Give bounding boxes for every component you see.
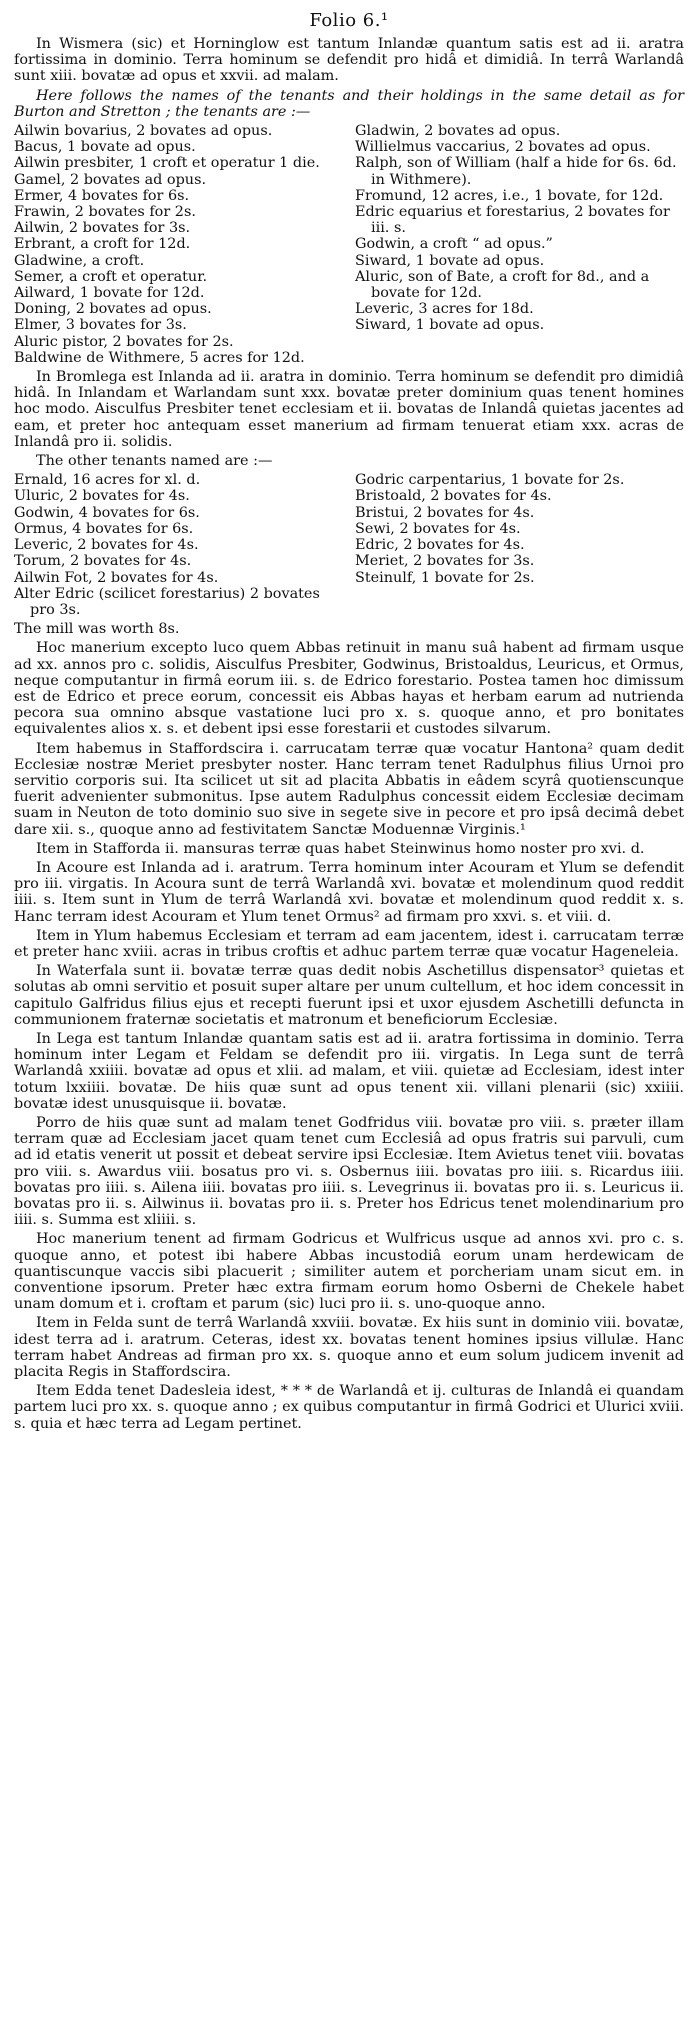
tenant-entry: Godwin, 4 bovates for 6s. <box>14 504 200 521</box>
tenant-entry: Ailwin Fot, 2 bovates for 4s. <box>14 569 219 586</box>
tenant-entry: Gamel, 2 bovates ad opus. <box>14 171 207 188</box>
tenant-entry: Bacus, 1 bovate ad opus. <box>14 139 196 156</box>
tenant-entry: Gladwin, 2 bovates ad opus. <box>355 123 561 140</box>
paragraph-acoure: In Acoure est Inlanda ad i. aratrum. Terra hominum inter Acouram et Ylum se defendit pro iii. virgatis. In Acoura sunt de terrâ Warlandâ xvi. bovatæ et molendinum quod reddit iiii. s. Item sunt in Ylum de terrâ Warlandâ xvi. bovatæ et molendinum quod reddit x. s. Hanc terram idest Acouram et Ylum tenet Ormus² ad firmam pro xxvi. s. et viii. d. <box>14 859 684 925</box>
paragraph-stafforda: Item in Stafforda ii. mansuras terræ quas habet Steinwinus homo noster pro xvi. d. <box>36 840 645 857</box>
tenant-entry: Gladwine, a croft. <box>14 252 145 269</box>
tenant-entry: Ormus, 4 bovates for 6s. <box>14 520 194 537</box>
paragraph-bromlega: In Bromlega est Inlanda ad ii. aratra in dominio. Terra hominum se defendit pro dimidiâ hidâ. In Inlandam et Warlandam sunt xxx. bovatæ preter dominium quas tenent homines hoc modo. Aisculfus Presbiter tenet ecclesiam et ii. bovatas de Inlandâ quietas jacentes ad eam, et preter hoc antequam esset manerium ad firmam tenuerat etiam xxx. acras de Inlandâ pro ii. solidis. <box>14 369 684 450</box>
tenant-entry: Godric carpentarius, 1 bovate for 2s. <box>355 472 625 489</box>
tenant-entry: Ermer, 4 bovates for 6s. <box>14 187 190 204</box>
paragraph-lega-malam: Porro de hiis quæ sunt ad malam tenet Godfridus viii. bovatæ pro viii. s. præter illam terram quæ ad Ecclesiam jacet quam tenet cum Ecclesiâ ad opus fratris sui parvuli, cum ad id etatis venerit ut possit et debeat servire ipsi Ecclesiæ. Item Avietus tenet viii. bovatas pro viii. s. Awardus viii. bosatus pro vi. s. Osbernus iiii. bovatas pro iiii. s. Ricardus iiii. bovatas pro iiii. s. Ailena iiii. bovatas pro iiii. s. Levegrinus ii. bovatas pro ii. s. Leuricus ii. bovatas pro ii. s. Ailwinus ii. bovatas pro ii. s. Preter hos Edricus tenet molendinarium pro iiii. s. Summa est xliiii. s. <box>14 1115 684 1229</box>
tenant-entry: Alter Edric (scilicet forestarius) 2 bovates pro 3s. <box>14 585 320 618</box>
tenant-entry: Uluric, 2 bovates for 4s. <box>14 488 190 505</box>
tenant-entry: Ailward, 1 bovate for 12d. <box>14 285 205 302</box>
tenant-entry: Leveric, 2 bovates for 4s. <box>14 537 199 554</box>
paragraph-wismera: In Wismera (sic) et Horninglow est tantum Inlandæ quantum satis est ad ii. aratra fortissima in dominio. Terra hominum se defendit pro hidâ et dimidiâ. In terrâ Warlandâ sunt xiii. bovatæ ad opus et xxvii. ad malam. <box>14 36 684 85</box>
paragraph-farm-lease: Hoc manerium excepto luco quem Abbas retinuit in manu suâ habent ad firmam usque ad xx. annos pro c. solidis, Aisculfus Presbiter, Godwinus, Bristoaldus, Leuricus, et Ormus, neque computantur in firmâ eorum iii. s. de Edrico forestario. Postea tamen hoc dimissum est de Edrico et prece eorum, concessit eis Abbas hayas et herbam earum ad nutrienda pecora sua omnino absque vastatione luci pro x. s. quoque anno, et pro bonitates equivalentes alios x. s. et debent ipsi esse forestarii et custodes silvarum. <box>14 640 684 738</box>
paragraph-hantona: Item habemus in Staffordscira i. carrucatam terræ quæ vocatur Hantona² quam dedit Ecclesiæ nostræ Meriet presbyter noster. Hanc terram tenet Radulphus filius Urnoi pro servitio corporis sui. Ita scilicet ut sit ad placita Abbatis in eâdem scyrâ quotienscunque fuerit advenienter submonitus. Ipse autem Radulphus concessit eidem Ecclesiæ decimam suam in Neuton de toto dominio suo sive in segete sive in pecore et pro ipsâ decimâ debet dare xii. s., quoque anno ad festivitatem Sanctæ Moduennæ Virginis.¹ <box>14 740 684 838</box>
tenant-entry: Aluric, son of Bate, a croft for 8d., and a bovate for 12d. <box>355 268 650 302</box>
tenant-entry: Leveric, 3 acres for 18d. <box>355 301 534 318</box>
tenant-list-intro: The other tenants named are :— <box>36 453 273 470</box>
paragraph-lega: In Lega est tantum Inlandæ quantam satis est ad ii. aratra fortissima in dominio. Terra hominum inter Legam et Feldam se defendit pro iii. virgatis. In Lega sunt de terrâ Warlandâ xxiiii. bovatæ ad opus et xlii. ad malam, et viii. quietæ ad Ecclesiam, idest inter totum lxxiiii. bovatæ. De hiis quæ sunt ad opus tenent xii. villani plenarii (sic) xxiiii. bovatæ idest unusquisque ii. bovatæ. <box>14 1030 684 1112</box>
tenant-entry: Baldwine de Withmere, 5 acres for 12d. <box>14 349 305 366</box>
tenant-entry: Bristui, 2 bovates for 4s. <box>355 504 535 521</box>
tenant-entry: Meriet, 2 bovates for 3s. <box>355 553 535 570</box>
tenant-entry: Willielmus vaccarius, 2 bovates ad opus. <box>355 139 651 156</box>
editorial-note: Here follows the names of the tenants and their holdings in the same detail as for Burton and Stretton ; the tenants are :— <box>14 87 684 120</box>
tenant-entry: Edric equarius et forestarius, 2 bovates for iii. s. <box>355 204 670 237</box>
tenant-list-right-column <box>355 123 684 366</box>
paragraph-ylum: Item in Ylum habemus Ecclesiam et terram ad eam jacentem, idest i. carrucatam terræ et preter hanc xviii. acras in tribus croftis et adhuc partem terræ quæ vocatur Hageneleia. <box>14 927 684 960</box>
tenant-entry: Ailwin bovarius, 2 bovates ad opus. <box>14 123 273 140</box>
tenant-entry: Doning, 2 bovates ad opus. <box>14 301 212 318</box>
tenant-list-left-column <box>14 472 343 618</box>
tenant-list-left-column <box>14 123 343 366</box>
tenant-list-right-column <box>355 472 684 618</box>
tenant-entry: Erbrant, a croft for 12d. <box>14 236 191 253</box>
tenant-entry: Elmer, 3 bovates for 3s. <box>14 317 187 334</box>
tenant-entry: Torum, 2 bovates for 4s. <box>14 553 192 570</box>
tenant-entry: Ernald, 16 acres for xl. d. <box>14 472 201 489</box>
tenant-entry: Siward, 1 bovate ad opus. <box>355 252 545 269</box>
tenant-entry: Godwin, a croft “ ad opus.” <box>355 236 553 253</box>
paragraph-felda: Item in Felda sunt de terrâ Warlandâ xxviii. bovatæ. Ex hiis sunt in dominio viii. bovatæ, idest terra ad i. aratrum. Ceteras, idest xx. bovatas tenent homines ipsius villulæ. Hanc terram habet Andreas ad firman pro xx. s. quoque anno et eum solum judicem invenit ad placita Regis in Staffordscira. <box>14 1315 684 1381</box>
mill-note: The mill was worth 8s. <box>14 621 180 638</box>
tenant-entry: Bristoald, 2 bovates for 4s. <box>355 488 552 505</box>
tenant-list-bromlega <box>14 472 684 618</box>
tenant-entry: Sewi, 2 bovates for 4s. <box>355 520 521 537</box>
paragraph-lega-farm: Hoc manerium tenent ad firmam Godricus et Wulfricus usque ad annos xvi. pro c. s. quoque anno, et potest ibi habere Abbas incustodiâ eorum unam herdewicam de quantiscunque vaccis sibi placuerit ; similiter autem et porcheriam unam sicut em. in conventione ipsorum. Preter hæc extra firmam eorum homo Osberni de Chekele habet unam domum et i. croftam et parum (sic) luci pro ii. s. uno-quoque anno. <box>14 1231 684 1313</box>
paragraph-dadesleia: Item Edda tenet Dadesleia idest, * * * de Warlandâ et ij. culturas de Inlandâ ei quandam partem luci pro xx. s. quoque anno ; ex quibus computantur in firmâ Godrici et Ulurici xviii. s. quia et hæc terra ad Legam pertinet. <box>14 1383 684 1432</box>
tenant-entry: Aluric pistor, 2 bovates for 2s. <box>14 333 234 350</box>
paragraph-waterfala: In Waterfala sunt ii. bovatæ terræ quas dedit nobis Aschetillus dispensator³ quietas et solutas ab omni servitio et posuit super altare per unum cultellum, et hoc idem concessit in capitulo Galfridus filius ejus et recepti fuerunt ipsi et uxor ejusdem Aschetilli defuncta in communionem fraternæ societatis et matronum et beneficiorum Ecclesiæ. <box>14 963 684 1028</box>
tenant-entry: Siward, 1 bovate ad opus. <box>355 317 545 334</box>
tenant-entry: Ailwin presbiter, 1 croft et operatur 1 die. <box>14 155 320 172</box>
tenant-entry: Edric, 2 bovates for 4s. <box>355 537 525 554</box>
tenant-entry: Semer, a croft et operatur. <box>14 268 208 285</box>
tenant-entry: Ailwin, 2 bovates for 3s. <box>14 220 191 237</box>
tenant-entry: Fromund, 12 acres, i.e., 1 bovate, for 12d. <box>355 187 664 204</box>
tenant-entry: Frawin, 2 bovates for 2s. <box>14 204 196 221</box>
tenant-list-wismera <box>14 123 684 366</box>
page-title: Folio 6.¹ <box>309 10 389 31</box>
tenant-entry: Ralph, son of William (half a hide for 6s. 6d. in Withmere). <box>355 155 677 188</box>
tenant-entry: Steinulf, 1 bovate for 2s. <box>355 569 535 586</box>
